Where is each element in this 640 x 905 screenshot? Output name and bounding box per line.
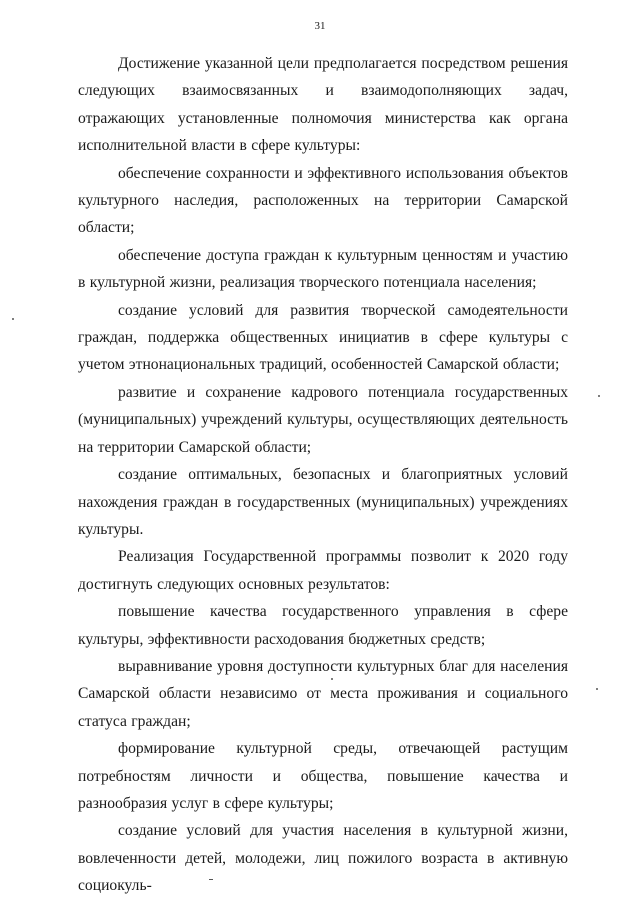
scan-speck xyxy=(598,395,600,397)
paragraph-result-cultural-environment: формирование культурной среды, отвечающей растущим потребностям личности и общества, повышение качества и разнообразия услуг в сфере культуры; xyxy=(78,740,568,812)
paragraph-result-participation: создание условий для участия населения в культурной жизни, вовлеченности детей, молодежи, лиц пожилого возраста в активную социокуль- xyxy=(78,822,568,895)
paragraph-goal-intro: Достижение указанной цели предполагается посредством решения следующих взаимосвязанных и взаимодополняющих задач, отражающих установленные полномочия министерства как органа исполнительной власти в сфере культуры: xyxy=(78,55,568,155)
paragraph-task-personnel: развитие и сохранение кадрового потенциала государственных (муниципальных) учреждений культуры, осуществляющих деятельность на территории Самарской области; xyxy=(78,383,568,456)
scan-speck xyxy=(596,688,598,690)
paragraph-task-amateur-creativity: создание условий для развития творческой самодеятельности граждан, поддержка общественных инициатив в сфере культуры с учетом этнонациональных традиций, особенностей Самарской области; xyxy=(78,301,568,374)
paragraph-result-governance: повышение качества государственного управления в сфере культуры, эффективности расходования бюджетных средств; xyxy=(78,603,568,648)
scan-speck xyxy=(209,879,213,880)
paragraph-result-equal-access: выравнивание уровня доступности культурных благ для населения Самарской области независимо от места проживания и социального статуса граждан; xyxy=(78,657,568,730)
scan-speck xyxy=(331,678,333,680)
paragraph-results-intro: Реализация Государственной программы позволит к 2020 году достигнуть следующих основных результатов: xyxy=(78,548,568,593)
paragraph-task-heritage: обеспечение сохранности и эффективного использования объектов культурного наследия, расположенных на территории Самарской области; xyxy=(78,164,568,237)
scan-speck xyxy=(12,318,14,320)
document-body xyxy=(78,50,568,900)
paragraph-task-safe-conditions: создание оптимальных, безопасных и благоприятных условий нахождения граждан в государственных (муниципальных) учреждениях культуры. xyxy=(78,466,568,538)
page-number: 31 xyxy=(314,20,326,32)
paragraph-task-access: обеспечение доступа граждан к культурным ценностям и участию в культурной жизни, реализация творческого потенциала населения; xyxy=(78,246,568,292)
